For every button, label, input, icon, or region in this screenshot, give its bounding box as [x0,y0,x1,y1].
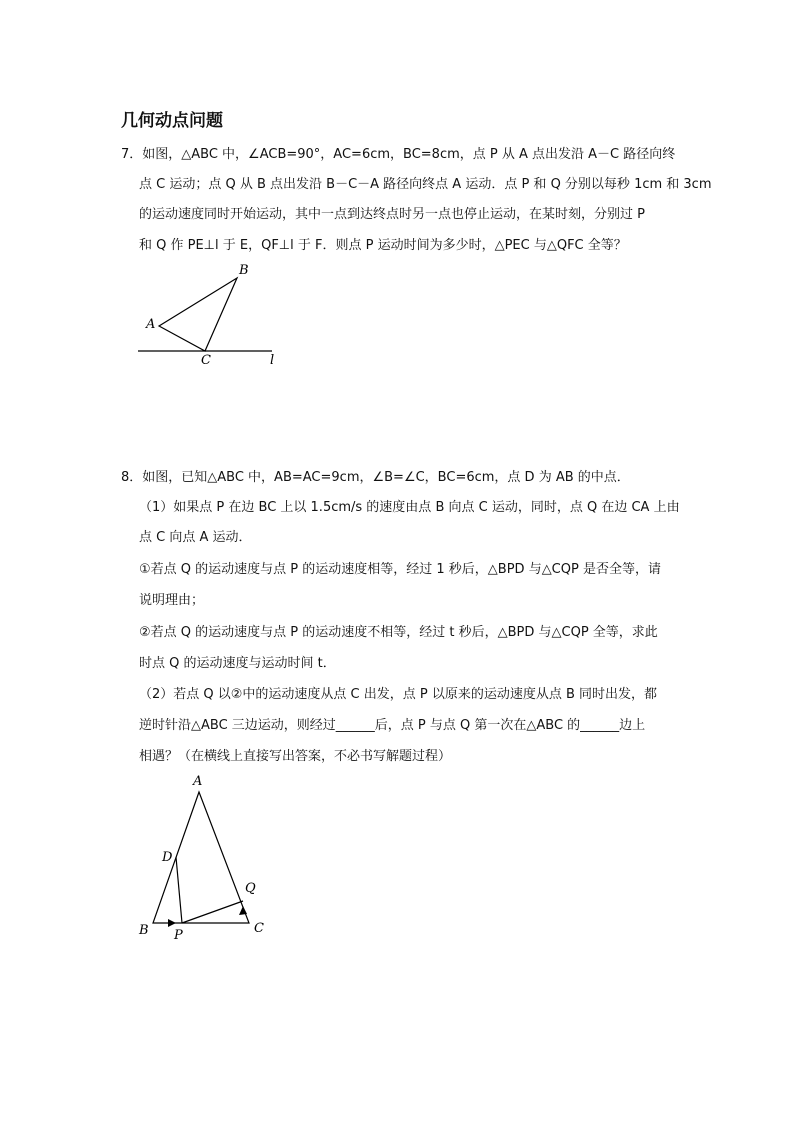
q8-segment-pq [182,901,243,923]
q8-label-p: P [174,928,183,943]
q8-arrow-q [239,906,247,915]
q8-line-7: 时点 Q 的运动速度与运动时间 t． [139,656,336,671]
q8-line-3: 点 C 向点 A 运动． [139,530,252,545]
q8-label-a: A [193,774,203,789]
q7-line-1: 7．如图，△ABC 中，∠ACB=90°，AC=6cm，BC=8cm，点 P 从 A 点出发沿 A－C 路径向终 [121,147,676,162]
q7-label-c: C [201,353,211,368]
q7-line-2: 点 C 运动；点 Q 从 B 点出发沿 B－C－A 路径向终点 A 运动．点 P 和 Q 分别以每秒 1cm 和 3cm [139,177,712,192]
q8-line-2: （1）如果点 P 在边 BC 上以 1.5cm/s 的速度由点 B 向点 C 运动，同时，点 Q 在边 CA 上由 [139,500,680,515]
q8-line-8: （2）若点 Q 以②中的运动速度从点 C 出发，点 P 以原来的运动速度从点 B 同时出发，都 [139,687,658,702]
q8-line-6: ②若点 Q 的运动速度与点 P 的运动速度不相等，经过 t 秒后，△BPD 与△CQP 全等，求此 [139,625,658,640]
q7-line-4: 和 Q 作 PE⊥l 于 E，QF⊥l 于 F．则点 P 运动时间为多少时，△PEC 与△QFC 全等？ [139,238,627,253]
q8-line-4: ①若点 Q 的运动速度与点 P 的运动速度相等，经过 1 秒后，△BPD 与△CQP 是否全等，请 [139,562,661,577]
q8-label-d: D [162,850,173,865]
q8-label-q: Q [245,881,256,896]
q8-line-10: 相遇？（在横线上直接写出答案，不必书写解题过程） [139,749,452,764]
q8-label-b: B [139,923,149,938]
q8-line-5: 说明理由； [139,593,205,608]
q8-label-c: C [254,921,264,936]
q7-label-a: A [146,317,156,332]
q7-label-b: B [239,263,249,278]
q8-line-1: 8．如图，已知△ABC 中，AB=AC=9cm，∠B=∠C，BC=6cm，点 D 为 AB 的中点． [121,470,630,485]
q8-segment-dp [176,857,182,923]
q7-line-3: 的运动速度同时开始运动，其中一点到达终点时另一点也停止运动，在某时刻，分别过 P [139,207,645,222]
q8-line-9: 逆时针沿△ABC 三边运动，则经过______后，点 P 与点 Q 第一次在△ABC 的______边上 [139,718,646,733]
page-title: 几何动点问题 [121,111,223,131]
q8-arrow-p [168,919,176,927]
q7-label-l: l [270,353,275,368]
